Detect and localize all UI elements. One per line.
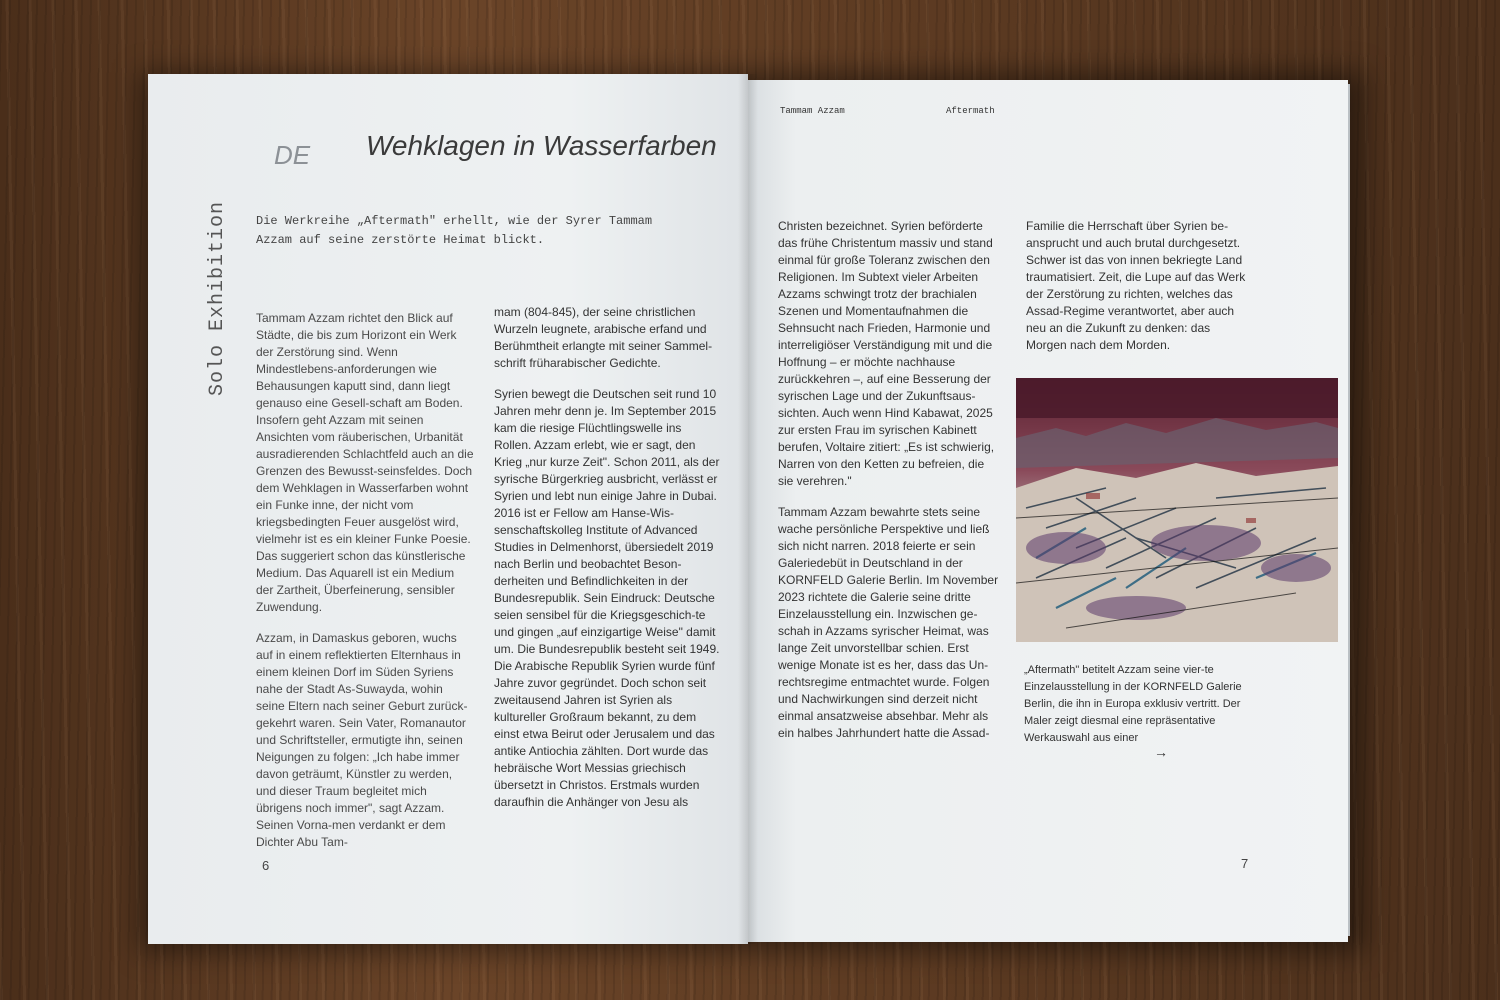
artwork-watercolor-image [1016,378,1338,642]
paragraph: Tammam Azzam richtet den Blick auf Städte, die bis zum Horizont ein Werk der Zerstörung sind. Wenn Mindestlebens-anforderungen wie Behausungen kaputt sind, dann liegt genauso eine Gesell-schaft am Boden. Insofern geht Azzam mit seinen Ansichten vom räuberischen, Urbanität ausradierenden Schlachtfeld auch an die Grenzen des Bewusst-seinsfeldes. Doch dem Wehklagen in Wasserfarben wohnt ein Funke inne, der nicht vom kriegsbedingten Feuer ausgelöst wird, vielmehr ist es ein kleiner Funke Poesie. Das suggeriert schon das künstlerische Medium. Das Aquarell ist ein Medium der Zartheit, Überfeinerung, sensibler Zuwendung. [256,311,474,614]
article-title: Wehklagen in Wasserfarben [366,130,717,161]
page-number-left: 6 [262,858,270,873]
page-number-right: 7 [1241,856,1249,871]
image-caption: „Aftermath" betitelt Azzam seine vier-te Einzelausstellung in der KORNFELD Galerie Berlin, die ihn in Europa exklusiv vertritt. Der Maler zeigt diesmal eine repräsentative Werkauswahl aus einer [1024,664,1242,744]
text-column-3 [778,218,1002,756]
running-header-title: Aftermath [946,106,995,116]
text-column-1 [256,310,474,865]
article-lead: Die Werkreihe „Aftermath" erhellt, wie der Syrer Tammam Azzam auf seine zerstörte Heimat blickt. [256,214,653,247]
text-column-2 [494,304,722,825]
paragraph: Tammam Azzam bewahrte stets seine wache persönliche Perspektive und ließ sich nicht narren. 2018 feierte er sein Galeriedebüt in Deutschland in der KORNFELD Galerie Berlin. Im November 2023 richtete die Galerie seine dritte Einzelausstellung ein. Inzwischen ge-schah in Azzams syrischer Heimat, was lange Zeit unvorstellbar schien. Erst wenige Monate ist es her, dass das Un-rechtsregime entmachtet wurde. Folgen und Nachwirkungen sind derzeit nicht einmal ansatzweise absehbar. Mehr als ein halbes Jahrhundert hatte die Assad- [778,505,999,740]
arrow-right-icon: → [1154,744,1168,760]
left-page [148,74,748,944]
running-header-artist: Tammam Azzam [780,106,845,116]
vertical-section-label: Solo Exhibition [206,200,229,396]
paragraph: mam (804-845), der seine christlichen Wurzeln leugnete, arabische erfand und Berühmtheit erlangte mit seiner Sammel-schrift früharabischer Gedichte. [494,305,713,370]
language-tag: DE [274,140,311,170]
booklet-gutter [738,74,758,944]
paragraph: Familie die Herrschaft über Syrien be-ansprucht und auch brutal durchgesetzt. Schwer ist das von innen bekriegte Land traumatisiert. Zeit, die Lupe auf das Werk der Zerstörung zu richten, welches das Assad-Regime verantwortet, aber auch neu an die Zukunft zu denken: das Morgen nach dem Morden. [1026,219,1246,352]
text-column-4 [1026,218,1252,368]
paragraph: Christen bezeichnet. Syrien beförderte das frühe Christentum massiv und stand einmal für große Toleranz zwischen den Religionen. Im Subtext vieler Arbeiten Azzams schwingt trotz der brachialen Szenen und Momentaufnahmen die Sehnsucht nach Frieden, Harmonie und interreligiöser Verständigung mit und die Hoffnung – er möchte nachhause zurückkehren –, auf eine Besserung der syrischen Lage und der Zukunftsaus-sichten. Auch wenn Hind Kabawat, 2025 zur ersten Frau im syrischen Kabinett berufen, Voltaire zitiert: „Es ist schwierig, Narren von den Ketten zu befreien, die sie verehren." [778,219,995,488]
paragraph: Syrien bewegt die Deutschen seit rund 10 Jahren mehr denn je. Im September 2015 kam die riesige Flüchtlingswelle ins Rollen. Azzam erlebt, wie er sagt, den Krieg „nur kurze Zeit". Schon 2011, als der syrische Bürgerkrieg ausbricht, verlässt er Syrien und lebt nun einige Jahre in Dubai. 2016 ist er Fellow am Hanse-Wis-senschaftskolleg Institute of Advanced Studies in Delmenhorst, übersiedelt 2019 nach Berlin und beobachtet Beson-derheiten und Befindlichkeiten in der Bundesrepublik. Sein Eindruck: Deutsche seien sensibel für die Kriegsgeschich-te und gingen „auf einzigartige Weise" damit um. Die Bundesrepublik besteht seit 1949. Die Arabische Republik Syrien wurde fünf Jahre zuvor gegründet. Doch schon seit zweitausend Jahren ist Syrien als kultureller Großraum bekannt, zu dem einst etwa Beirut oder Jerusalem und das antike Antiochia zählten. Dort wurde das hebräische Wort Messias griechisch übersetzt in Christos. Erstmals wurden daraufhin die Anhänger von Jesu als [494,387,720,809]
right-page [748,80,1348,942]
paragraph: Azzam, in Damaskus geboren, wuchs auf in einem reflektierten Elternhaus in einem kleinen Dorf im Süden Syriens nahe der Stadt As-Suwayda, wohin seine Eltern nach seiner Geburt zurück-gekehrt waren. Sein Vater, Romanautor und Schriftsteller, ermutigte ihn, seinen Neigungen zu folgen: „Ich habe immer davon geträumt, Künstler zu werden, und dieser Traum begleitet mich übrigens noch immer", sagt Azzam. Seinen Vorna-men verdankt er dem Dichter Abu Tam- [256,631,468,849]
